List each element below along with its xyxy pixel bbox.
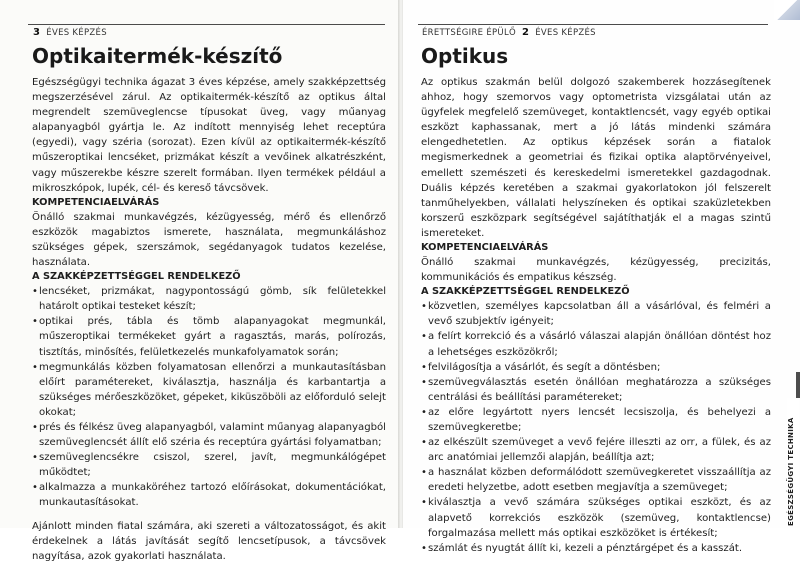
list-item: • szemüveglencsékre csiszol, szerel, javít, megmunkálógépet működtet; (32, 450, 386, 480)
competence-text: Önálló szakmai munkavégzés, kézügyesség, mérő és ellenőrző eszközök magabiztos ismerete, használata, megmunkáláshoz szükséges gépek, szerszámok, segédanyagok tudatos kezelése, használata. (32, 211, 386, 269)
side-section-label (787, 398, 799, 526)
list-item: • optikai prés, tábla és tömb alapanyagokat megmunkál, műszeroptikai termékeket gyárt a ragasztás, marás, polírozás, tisztítás, minősítés, felületkezelés munkafolyamatok során; (32, 314, 386, 359)
page-title: Optikus (421, 44, 509, 68)
left-page (0, 0, 400, 562)
competence-heading: KOMPETENCIAELVÁRÁS (32, 196, 160, 208)
header-prefix: ÉRETTSÉGIRE ÉPÜLŐ (422, 28, 516, 38)
side-label-text: EGÉSZSÉGÜGYI TECHNIKA (787, 417, 795, 526)
page-corner-curl (774, 0, 800, 20)
side-tab-marker (796, 372, 800, 398)
header-text: ÉVES KÉPZÉS (535, 28, 596, 38)
list-item: • prés és félkész üveg alapanyagból, valamint műanyag alapanyagból szemüveglencsét állít elő széria és receptúra gyártási folyamatban; (32, 420, 386, 450)
list-item: • a felírt korrekció és a vásárló válaszai alapján önállóan döntést hoz a lehetséges eszközökről; (421, 329, 771, 359)
closing-paragraph: Ajánlott minden fiatal számára, aki szereti a változatosságot, és akit érdekelnek a látás javítását segítő lencsetípusok, a távcsövek nagyítása, azok gyakorlati használata. (32, 520, 386, 562)
article-body (32, 75, 386, 564)
skills-list (32, 284, 386, 510)
right-page (403, 0, 800, 554)
intro-paragraph: Egészségügyi technika ágazat 3 éves képzése, amely szakképzettség megszerzésével zárul. Az optikaitermék-készítő az optikus által megrendelt szemüveglencse típusokat üveg, vagy műanyag alapanyagból gyártja le. Az indított mennyiség lehet receptúra (egyedi), vagy széria (sorozat). Ezen kívül az optikaitermék-készítő műszeroptikai lencséket, prizmákat készít a vevőinek alkatrészként, vagy műszerekbe készre szerelt formában. Ilyen termékek például a mikroszkópok, lupék, cél- és kereső távcsövek. (32, 77, 386, 194)
skills-list (421, 299, 771, 556)
header-number: 2 (521, 27, 530, 38)
list-item: • kiválasztja a vevő számára szükséges optikai eszközt, és az alapvető korrekciós eszközök (szemüveg, kontaktlencse) forgalmazása mellett más optikai eszközöket is értékesít; (421, 495, 771, 540)
header-number: 3 (33, 27, 41, 38)
list-item: • lencséket, prizmákat, nagypontosságú gömb, sík felületekkel határolt optikai testeket készít; (32, 284, 386, 314)
skills-heading: A SZAKKÉPZETTSÉGGEL RENDELKEZŐ (32, 271, 241, 283)
intro-paragraph: Az optikus szakmán belül dolgozó szakemberek hozzásegítenek ahhoz, hogy szemorvos vagy optometrista vizsgálatai után az ügyfelek megfelelő szemüveget, kontaktlencsét, vagy egyéb optikai eszközt kaphassanak, mert a jó látás mindenki számára elengedhetetlen. Az optikus képzések során a fiatalok megismerkednek a geometriai és fizikai optika alaptörvényeivel, emellett szemészeti és kereskedelmi ismeretekkel gazdagodnak. Duális képzés keretében a szakmai gyakorlatokon jól felszerelt tanműhelyekben, vállalati helyszíneken és optikai szaküzletekben korszerű eszközpark segítségével sajátíthatják el a magas szintű ismereteket. (421, 77, 771, 239)
list-item: • az elkészült szemüveget a vevő fejére illeszti az orr, a fülek, és az arc anatómiai jellemzői alapján, beállítja azt; (421, 435, 771, 465)
list-item: • az előre legyártott nyers lencsét lecsiszolja, és behelyezi a szemüvegkeretbe; (421, 405, 771, 435)
list-item: • megmunkálás közben folyamatosan ellenőrzi a munkautasításban előírt paramétereket, kiválasztja, használja és karbantartja a szükséges mérőeszközöket, gépeket, kiküszöböli az előforduló selejt okokat; (32, 360, 386, 420)
article-body (421, 75, 771, 556)
competence-text: Önálló szakmai munkavégzés, kézügyesség, precizitás, kommunikációs és empatikus készség. (421, 257, 771, 284)
list-item: • szemüvegválasztás esetén önállóan meghatározza a szükséges centrálási és beállítási paramétereket; (421, 375, 771, 405)
competence-heading: KOMPETENCIAELVÁRÁS (421, 242, 549, 254)
page-title: Optikaitermék-készítő (32, 44, 283, 68)
header-text: ÉVES KÉPZÉS (46, 28, 107, 38)
list-item: • közvetlen, személyes kapcsolatban áll a vásárlóval, és felméri a vevő szubjektív igényeit; (421, 299, 771, 329)
page-header (422, 27, 596, 38)
page-header (33, 27, 107, 38)
list-item: • számlát és nyugtát állít ki, kezeli a pénztárgépet és a kasszát. (421, 541, 771, 556)
skills-heading: A SZAKKÉPZETTSÉGGEL RENDELKEZŐ (421, 286, 630, 298)
list-item: • a használat közben deformálódott szemüvegkeretet visszaállítja az eredeti helyzetbe, adott esetben megjavítja a szemüveget; (421, 465, 771, 495)
list-item: • felvilágosítja a vásárlót, és segít a döntésben; (421, 360, 771, 375)
list-item: • alkalmazza a munkaköréhez tartozó előírásokat, dokumentációkat, munkautasításokat. (32, 480, 386, 510)
